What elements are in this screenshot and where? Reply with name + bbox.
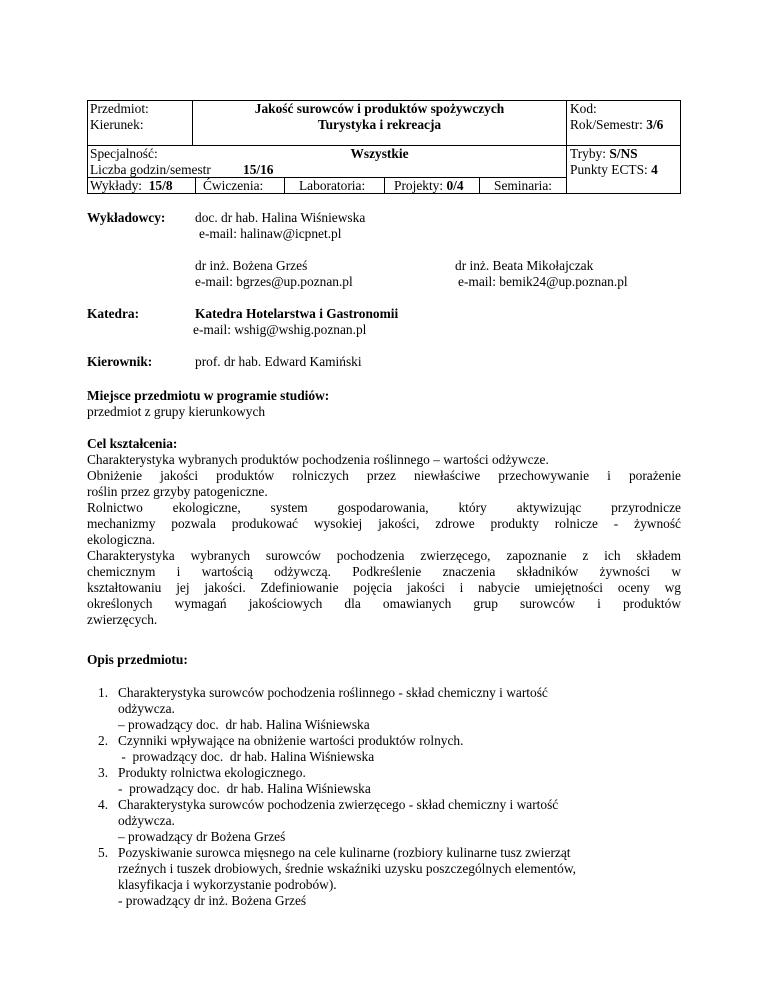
cel-text bbox=[87, 452, 681, 628]
katedra-email: e-mail: wshig@wshig.poznan.pl bbox=[193, 322, 367, 337]
divider bbox=[566, 145, 567, 194]
liczba-godzin-value: 15/16 bbox=[243, 162, 274, 177]
subject-field: Turystyka i rekreacja bbox=[317, 117, 442, 132]
subject-title: Jakość surowców i produktów spożywczych bbox=[254, 101, 505, 116]
liczba-godzin-label: Liczba godzin/semestr bbox=[90, 162, 211, 177]
wyklady: Wykłady: 15/8 bbox=[90, 178, 173, 193]
specjalnosc-value: Wszystkie bbox=[350, 146, 409, 161]
list-item-line: rzeźnych i tuszek drobiowych, średnie wskaźniki uzysku poszczególnych elementów, bbox=[118, 861, 576, 876]
list-item bbox=[98, 733, 678, 765]
list-item-number: 2. bbox=[98, 733, 109, 748]
miejsce-text: przedmiot z grupy kierunkowych bbox=[87, 404, 266, 419]
lecturer-main-email: e-mail: halinaw@icpnet.pl bbox=[199, 226, 342, 241]
lecturer-third-email: e-mail: bemik24@up.poznan.pl bbox=[458, 274, 628, 289]
list-item-line: - prowadzący doc. dr hab. Halina Wiśniewska bbox=[118, 781, 371, 796]
cel-line: Charakterystyka wybranych produktów pochodzenia roślinnego – wartości odżywcze. bbox=[87, 452, 549, 467]
list-item-line: Charakterystyka surowców pochodzenia zwierzęcego - skład chemiczny i wartość bbox=[118, 797, 559, 812]
divider bbox=[195, 177, 196, 194]
list-item-number: 1. bbox=[98, 685, 109, 700]
list-item-line: Charakterystyka surowców pochodzenia roślinnego - skład chemiczny i wartość bbox=[118, 685, 548, 700]
lecturers-label: Wykładowcy: bbox=[87, 210, 166, 225]
list-item-line: odżywcza. bbox=[118, 813, 175, 828]
tryby: Tryby: S/NS bbox=[570, 146, 638, 161]
divider bbox=[566, 100, 567, 146]
laboratoria-label: Laboratoria: bbox=[299, 178, 366, 193]
lecturer-main-name: doc. dr hab. Halina Wiśniewska bbox=[195, 210, 366, 225]
list-item-line: – prowadzący dr Bożena Grześ bbox=[118, 829, 286, 844]
course-header-table bbox=[87, 100, 681, 194]
cel-line: chemicznym i wartością odżywczą. Podkreślenie znaczenia składników żywności w bbox=[87, 564, 681, 579]
list-item bbox=[98, 685, 678, 733]
list-item-number: 4. bbox=[98, 797, 109, 812]
lecturer-third-name: dr inż. Beata Mikołajczak bbox=[455, 258, 594, 273]
kierownik-label: Kierownik: bbox=[87, 354, 153, 369]
opis-list bbox=[98, 685, 678, 909]
list-item-line: Pozyskiwanie surowca mięsnego na cele kulinarne (rozbiory kulinarne tusz zwierząt bbox=[118, 845, 571, 860]
miejsce-section bbox=[87, 388, 681, 420]
lecturer-second-name: dr inż. Bożena Grześ bbox=[195, 258, 308, 273]
cel-line: Charakterystyka wybranych surowców pochodzenia zwierzęcego, zapoznanie z ich składem bbox=[87, 548, 681, 563]
list-item-line: - prowadzący dr inż. Bożena Grześ bbox=[118, 893, 307, 908]
list-item-line: – prowadzący doc. dr hab. Halina Wiśniewska bbox=[118, 717, 370, 732]
cel-line: zwierzęcych. bbox=[87, 612, 158, 627]
rok-semestr: Rok/Semestr: 3/6 bbox=[570, 117, 664, 132]
lecturer-second-email: e-mail: bgrzes@up.poznan.pl bbox=[195, 274, 353, 289]
kod-label: Kod: bbox=[570, 101, 597, 116]
list-item bbox=[98, 797, 678, 845]
cel-line: ekologiczna. bbox=[87, 532, 156, 547]
list-item-line: Czynniki wpływające na obniżenie wartości produktów rolnych. bbox=[118, 733, 464, 748]
cwiczenia-label: Ćwiczenia: bbox=[203, 178, 264, 193]
list-item-line: - prowadzący doc. dr hab. Halina Wiśniewska bbox=[118, 749, 375, 764]
list-item-line: Produkty rolnictwa ekologicznego. bbox=[118, 765, 306, 780]
divider bbox=[479, 177, 480, 194]
projekty: Projekty: 0/4 bbox=[394, 178, 464, 193]
katedra-name: Katedra Hotelarstwa i Gastronomii bbox=[195, 306, 399, 321]
cel-line: określonych wymagań jakościowych dla omawianych grup surowców i produktów bbox=[87, 596, 681, 611]
miejsce-heading: Miejsce przedmiotu w programie studiów: bbox=[87, 388, 330, 403]
list-item-line: odżywcza. bbox=[118, 701, 175, 716]
kierownik-name: prof. dr hab. Edward Kamiński bbox=[195, 354, 362, 369]
cel-line: roślin przez grzyby patogeniczne. bbox=[87, 484, 268, 499]
katedra-label: Katedra: bbox=[87, 306, 140, 321]
specjalnosc-label: Specjalność: bbox=[90, 146, 158, 161]
list-item bbox=[98, 845, 678, 909]
cel-line: Rolnictwo ekologiczne, system gospodarowania, który aktywizując przyrodnicze bbox=[87, 500, 681, 515]
divider bbox=[384, 177, 385, 194]
opis-heading: Opis przedmiotu: bbox=[87, 652, 188, 667]
divider bbox=[284, 177, 285, 194]
przedmiot-label: Przedmiot: bbox=[90, 101, 149, 116]
seminaria-label: Seminaria: bbox=[494, 178, 553, 193]
list-item bbox=[98, 765, 678, 797]
cel-line: Obniżenie jakości produktów rolniczych przez niewłaściwe przechowywanie i porażenie bbox=[87, 468, 681, 483]
list-item-number: 3. bbox=[98, 765, 109, 780]
punkty-ects: Punkty ECTS: 4 bbox=[570, 162, 658, 177]
cel-section bbox=[87, 436, 681, 628]
cel-heading: Cel kształcenia: bbox=[87, 436, 178, 451]
list-item-line: klasyfikacja i wykorzystanie podrobów). bbox=[118, 877, 337, 892]
opis-section bbox=[87, 652, 681, 668]
cel-line: mechanizmy pozwala produkować wysokiej jakości, zdrowe produkty rolnicze - żywność bbox=[87, 516, 681, 531]
cel-line: kształtowaniu jej jakości. Zdefiniowanie pojęcia jakości i nabycie umiejętności oceny wg bbox=[87, 580, 681, 595]
kierunek-label: Kierunek: bbox=[90, 117, 144, 132]
list-item-number: 5. bbox=[98, 845, 109, 860]
